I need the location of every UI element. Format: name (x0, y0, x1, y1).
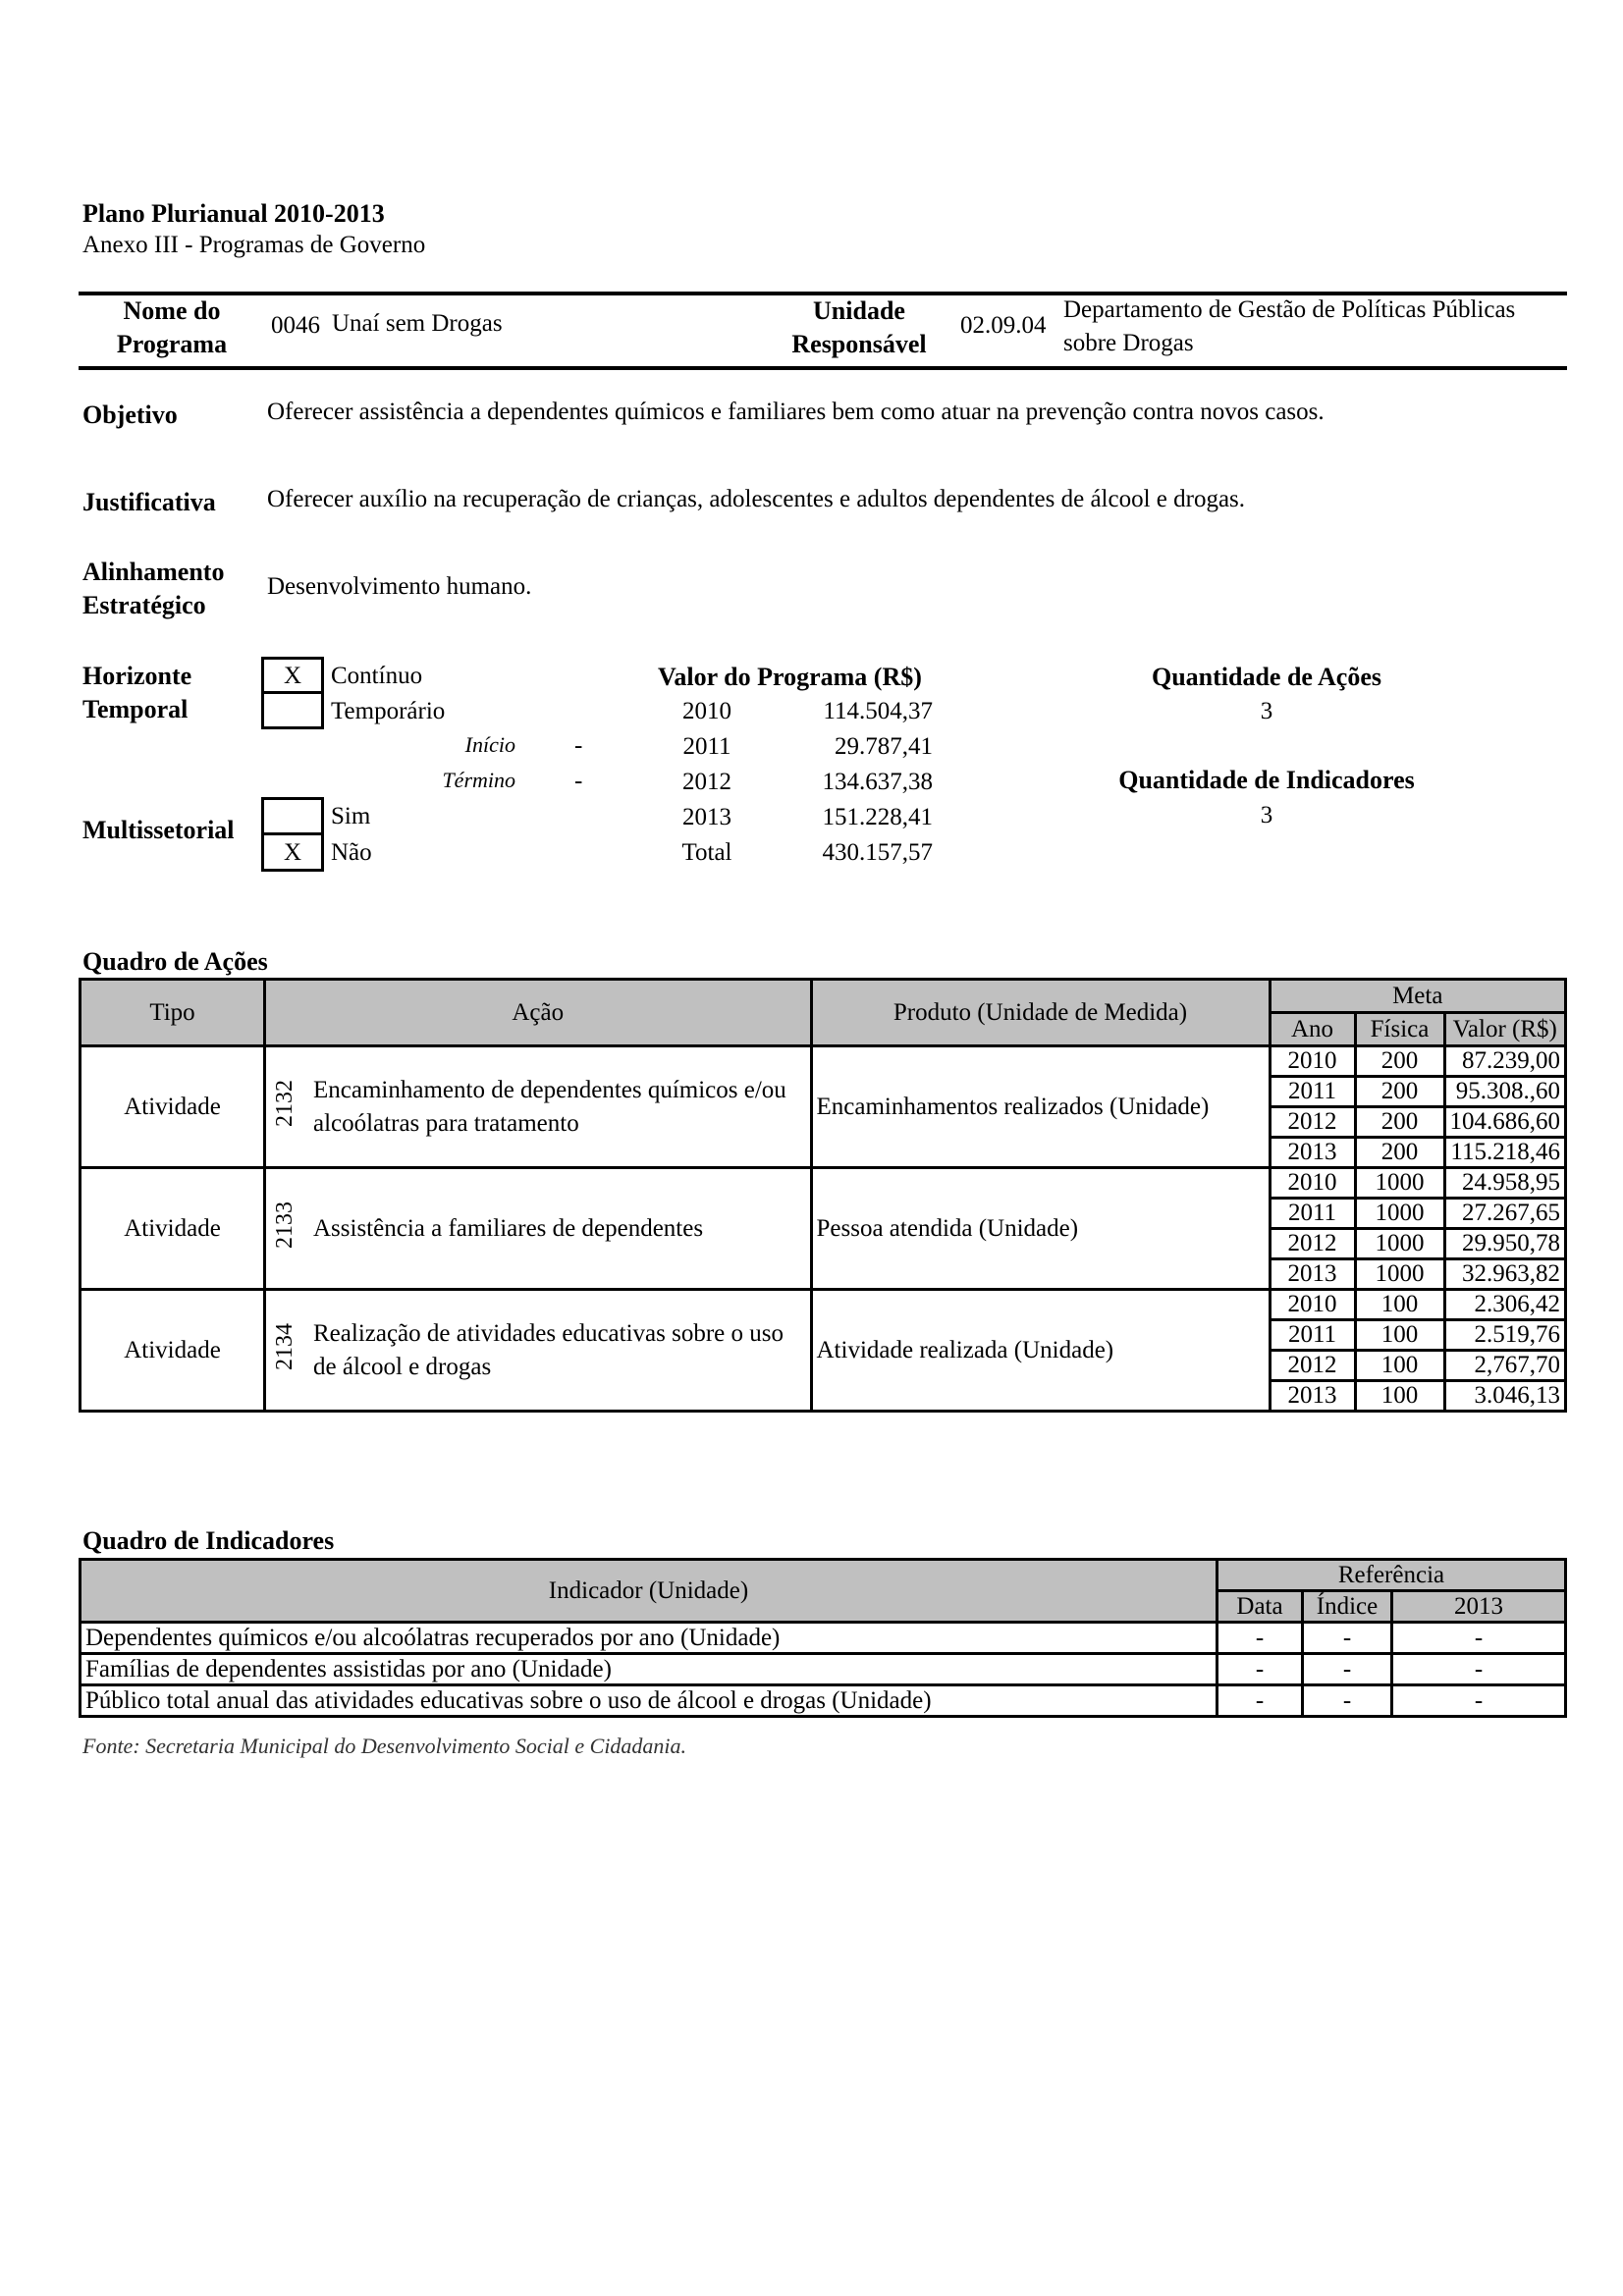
meta-ano: 2010 (1270, 1290, 1355, 1320)
meta-valor: 24.958,95 (1444, 1168, 1566, 1199)
header-produto: Produto (Unidade de Medida) (811, 980, 1270, 1046)
label-line: Programa (116, 330, 228, 358)
valor-amount: 29.787,41 (835, 733, 933, 760)
header-ano-2013: 2013 (1392, 1591, 1566, 1623)
nao-label: Não (331, 839, 372, 866)
responsible-unit-label (776, 294, 943, 361)
action-tipo: Atividade (81, 1168, 265, 1290)
meta-valor: 2.306,42 (1444, 1290, 1566, 1320)
meta-valor: 2.519,76 (1444, 1320, 1566, 1351)
label-line: Temporal (82, 695, 189, 723)
meta-ano: 2011 (1270, 1077, 1355, 1107)
program-name: Unaí sem Drogas (332, 310, 503, 337)
continuo-checkbox[interactable]: X (283, 663, 302, 689)
multissetorial-label: Multissetorial (82, 816, 235, 844)
action-code: 2133 (271, 1201, 298, 1249)
meta-ano: 2010 (1270, 1168, 1355, 1199)
label-line: Unidade (813, 296, 905, 325)
header-tipo: Tipo (81, 980, 265, 1046)
action-description: Encaminhamento de dependentes químicos e/ou alcoólatras para tratamento (303, 1046, 811, 1168)
valor-year: Total (681, 839, 732, 866)
label-line: Alinhamento (82, 558, 225, 586)
meta-valor: 115.218,46 (1444, 1138, 1566, 1168)
meta-ano: 2013 (1270, 1259, 1355, 1290)
meta-valor: 2,767,70 (1444, 1351, 1566, 1381)
nao-checkbox[interactable]: X (283, 839, 302, 866)
indicator-row (81, 1654, 1566, 1685)
quadro-indicadores-title: Quadro de Indicadores (82, 1526, 335, 1555)
indicator-data: - (1217, 1654, 1303, 1685)
indicator-indicador: Dependentes químicos e/ou alcoólatras recuperados por ano (Unidade) (81, 1623, 1217, 1654)
indicator-indice: - (1303, 1623, 1392, 1654)
unit-code: 02.09.04 (960, 312, 1047, 339)
program-name-label (98, 294, 245, 361)
action-tipo: Atividade (81, 1290, 265, 1412)
alinhamento-label (82, 556, 224, 622)
quantidade-indicadores-value: 3 (1260, 802, 1273, 828)
header-valor: Valor (R$) (1444, 1013, 1566, 1046)
justificativa-label: Justificativa (82, 488, 216, 516)
meta-fisica: 100 (1355, 1381, 1444, 1412)
sim-checkbox[interactable] (261, 799, 324, 834)
action-meta-row (81, 1290, 1566, 1320)
sim-label: Sim (331, 803, 371, 829)
label-line: Responsável (791, 330, 927, 358)
meta-fisica: 1000 (1355, 1168, 1444, 1199)
meta-ano: 2011 (1270, 1320, 1355, 1351)
indicator-indice: - (1303, 1654, 1392, 1685)
label-line: Estratégico (82, 591, 206, 619)
unit-name (1063, 294, 1515, 360)
header-indice: Índice (1303, 1591, 1392, 1623)
indicator-indice: - (1303, 1685, 1392, 1717)
valor-year: 2010 (682, 698, 731, 724)
valor-amount: 114.504,37 (823, 698, 933, 724)
action-code-cell (265, 1046, 304, 1168)
meta-ano: 2010 (1270, 1046, 1355, 1077)
quadro-acoes-title: Quadro de Ações (82, 947, 268, 976)
meta-valor: 87.239,00 (1444, 1046, 1566, 1077)
meta-fisica: 1000 (1355, 1229, 1444, 1259)
alinhamento-text: Desenvolvimento humano. (267, 573, 532, 600)
temporario-checkbox[interactable] (261, 694, 324, 729)
meta-valor: 3.046,13 (1444, 1381, 1566, 1412)
indicator-ano: - (1392, 1685, 1566, 1717)
action-produto: Encaminhamentos realizados (Unidade) (811, 1046, 1270, 1168)
termino-value: - (574, 768, 583, 794)
termino-label: Término (442, 768, 515, 792)
document-subtitle: Anexo III - Programas de Governo (82, 232, 426, 258)
meta-fisica: 1000 (1355, 1199, 1444, 1229)
action-produto: Pessoa atendida (Unidade) (811, 1168, 1270, 1290)
action-code: 2134 (271, 1323, 298, 1370)
indicator-data: - (1217, 1685, 1303, 1717)
meta-fisica: 200 (1355, 1046, 1444, 1077)
meta-ano: 2013 (1270, 1381, 1355, 1412)
valor-year: 2011 (682, 733, 731, 760)
action-code: 2132 (271, 1080, 298, 1127)
quantidade-acoes-label: Quantidade de Ações (1151, 663, 1382, 691)
meta-valor: 27.267,65 (1444, 1199, 1566, 1229)
header-fisica: Física (1355, 1013, 1444, 1046)
unit-name-line: Departamento de Gestão de Políticas Públicas (1063, 296, 1516, 323)
header-meta: Meta (1270, 980, 1566, 1013)
justificativa-text: Oferecer auxílio na recuperação de crianças, adolescentes e adultos dependentes de álcool e drogas. (267, 486, 1246, 512)
meta-ano: 2013 (1270, 1138, 1355, 1168)
quadro-indicadores-table (79, 1558, 1567, 1718)
meta-valor: 95.308.,60 (1444, 1077, 1566, 1107)
action-meta-row (81, 1046, 1566, 1077)
meta-ano: 2011 (1270, 1199, 1355, 1229)
action-description: Assistência a familiares de dependentes (303, 1168, 811, 1290)
action-code-cell (265, 1168, 304, 1290)
action-produto: Atividade realizada (Unidade) (811, 1290, 1270, 1412)
meta-fisica: 100 (1355, 1320, 1444, 1351)
meta-fisica: 100 (1355, 1351, 1444, 1381)
quadro-acoes-table (79, 978, 1567, 1413)
indicator-row (81, 1623, 1566, 1654)
header-data: Data (1217, 1591, 1303, 1623)
valor-programa-heading: Valor do Programa (R$) (658, 663, 922, 691)
meta-fisica: 200 (1355, 1138, 1444, 1168)
label-line: Horizonte (82, 662, 192, 690)
meta-valor: 29.950,78 (1444, 1229, 1566, 1259)
meta-ano: 2012 (1270, 1229, 1355, 1259)
indicator-data: - (1217, 1623, 1303, 1654)
program-code: 0046 (271, 312, 320, 339)
quantidade-acoes-value: 3 (1260, 698, 1273, 724)
quantidade-indicadores-label: Quantidade de Indicadores (1118, 766, 1415, 794)
meta-fisica: 100 (1355, 1290, 1444, 1320)
document-title: Plano Plurianual 2010-2013 (82, 199, 385, 228)
meta-valor: 104.686,60 (1444, 1107, 1566, 1138)
valor-year: 2012 (682, 769, 731, 795)
continuo-label: Contínuo (331, 663, 423, 689)
header-acao: Ação (265, 980, 812, 1046)
indicator-ano: - (1392, 1654, 1566, 1685)
action-code-cell (265, 1290, 304, 1412)
header-indicador: Indicador (Unidade) (81, 1560, 1217, 1623)
inicio-label: Início (464, 732, 515, 757)
indicator-indicador: Público total anual das atividades educativas sobre o uso de álcool e drogas (Unidade) (81, 1685, 1217, 1717)
indicator-indicador: Famílias de dependentes assistidas por ano (Unidade) (81, 1654, 1217, 1685)
action-description: Realização de atividades educativas sobre o uso de álcool e drogas (303, 1290, 811, 1412)
objetivo-text: Oferecer assistência a dependentes químicos e familiares bem como atuar na prevenção contra novos casos. (267, 399, 1325, 425)
valor-amount: 430.157,57 (822, 839, 933, 866)
valor-amount: 134.637,38 (822, 769, 933, 795)
valor-year: 2013 (682, 804, 731, 830)
meta-fisica: 200 (1355, 1107, 1444, 1138)
header-ano: Ano (1270, 1013, 1355, 1046)
meta-valor: 32.963,82 (1444, 1259, 1566, 1290)
header-referencia: Referência (1217, 1560, 1566, 1591)
meta-fisica: 200 (1355, 1077, 1444, 1107)
meta-fisica: 1000 (1355, 1259, 1444, 1290)
action-tipo: Atividade (81, 1046, 265, 1168)
meta-ano: 2012 (1270, 1351, 1355, 1381)
unit-name-line: sobre Drogas (1063, 330, 1194, 356)
label-line: Nome do (123, 296, 221, 325)
action-meta-row (81, 1168, 1566, 1199)
source-note: Fonte: Secretaria Municipal do Desenvolvimento Social e Cidadania. (82, 1734, 687, 1758)
objetivo-label: Objetivo (82, 400, 178, 429)
horizonte-label (82, 660, 191, 726)
indicator-row (81, 1685, 1566, 1717)
meta-ano: 2012 (1270, 1107, 1355, 1138)
inicio-value: - (574, 732, 583, 759)
indicator-ano: - (1392, 1623, 1566, 1654)
valor-amount: 151.228,41 (822, 804, 933, 830)
temporario-label: Temporário (331, 698, 446, 724)
